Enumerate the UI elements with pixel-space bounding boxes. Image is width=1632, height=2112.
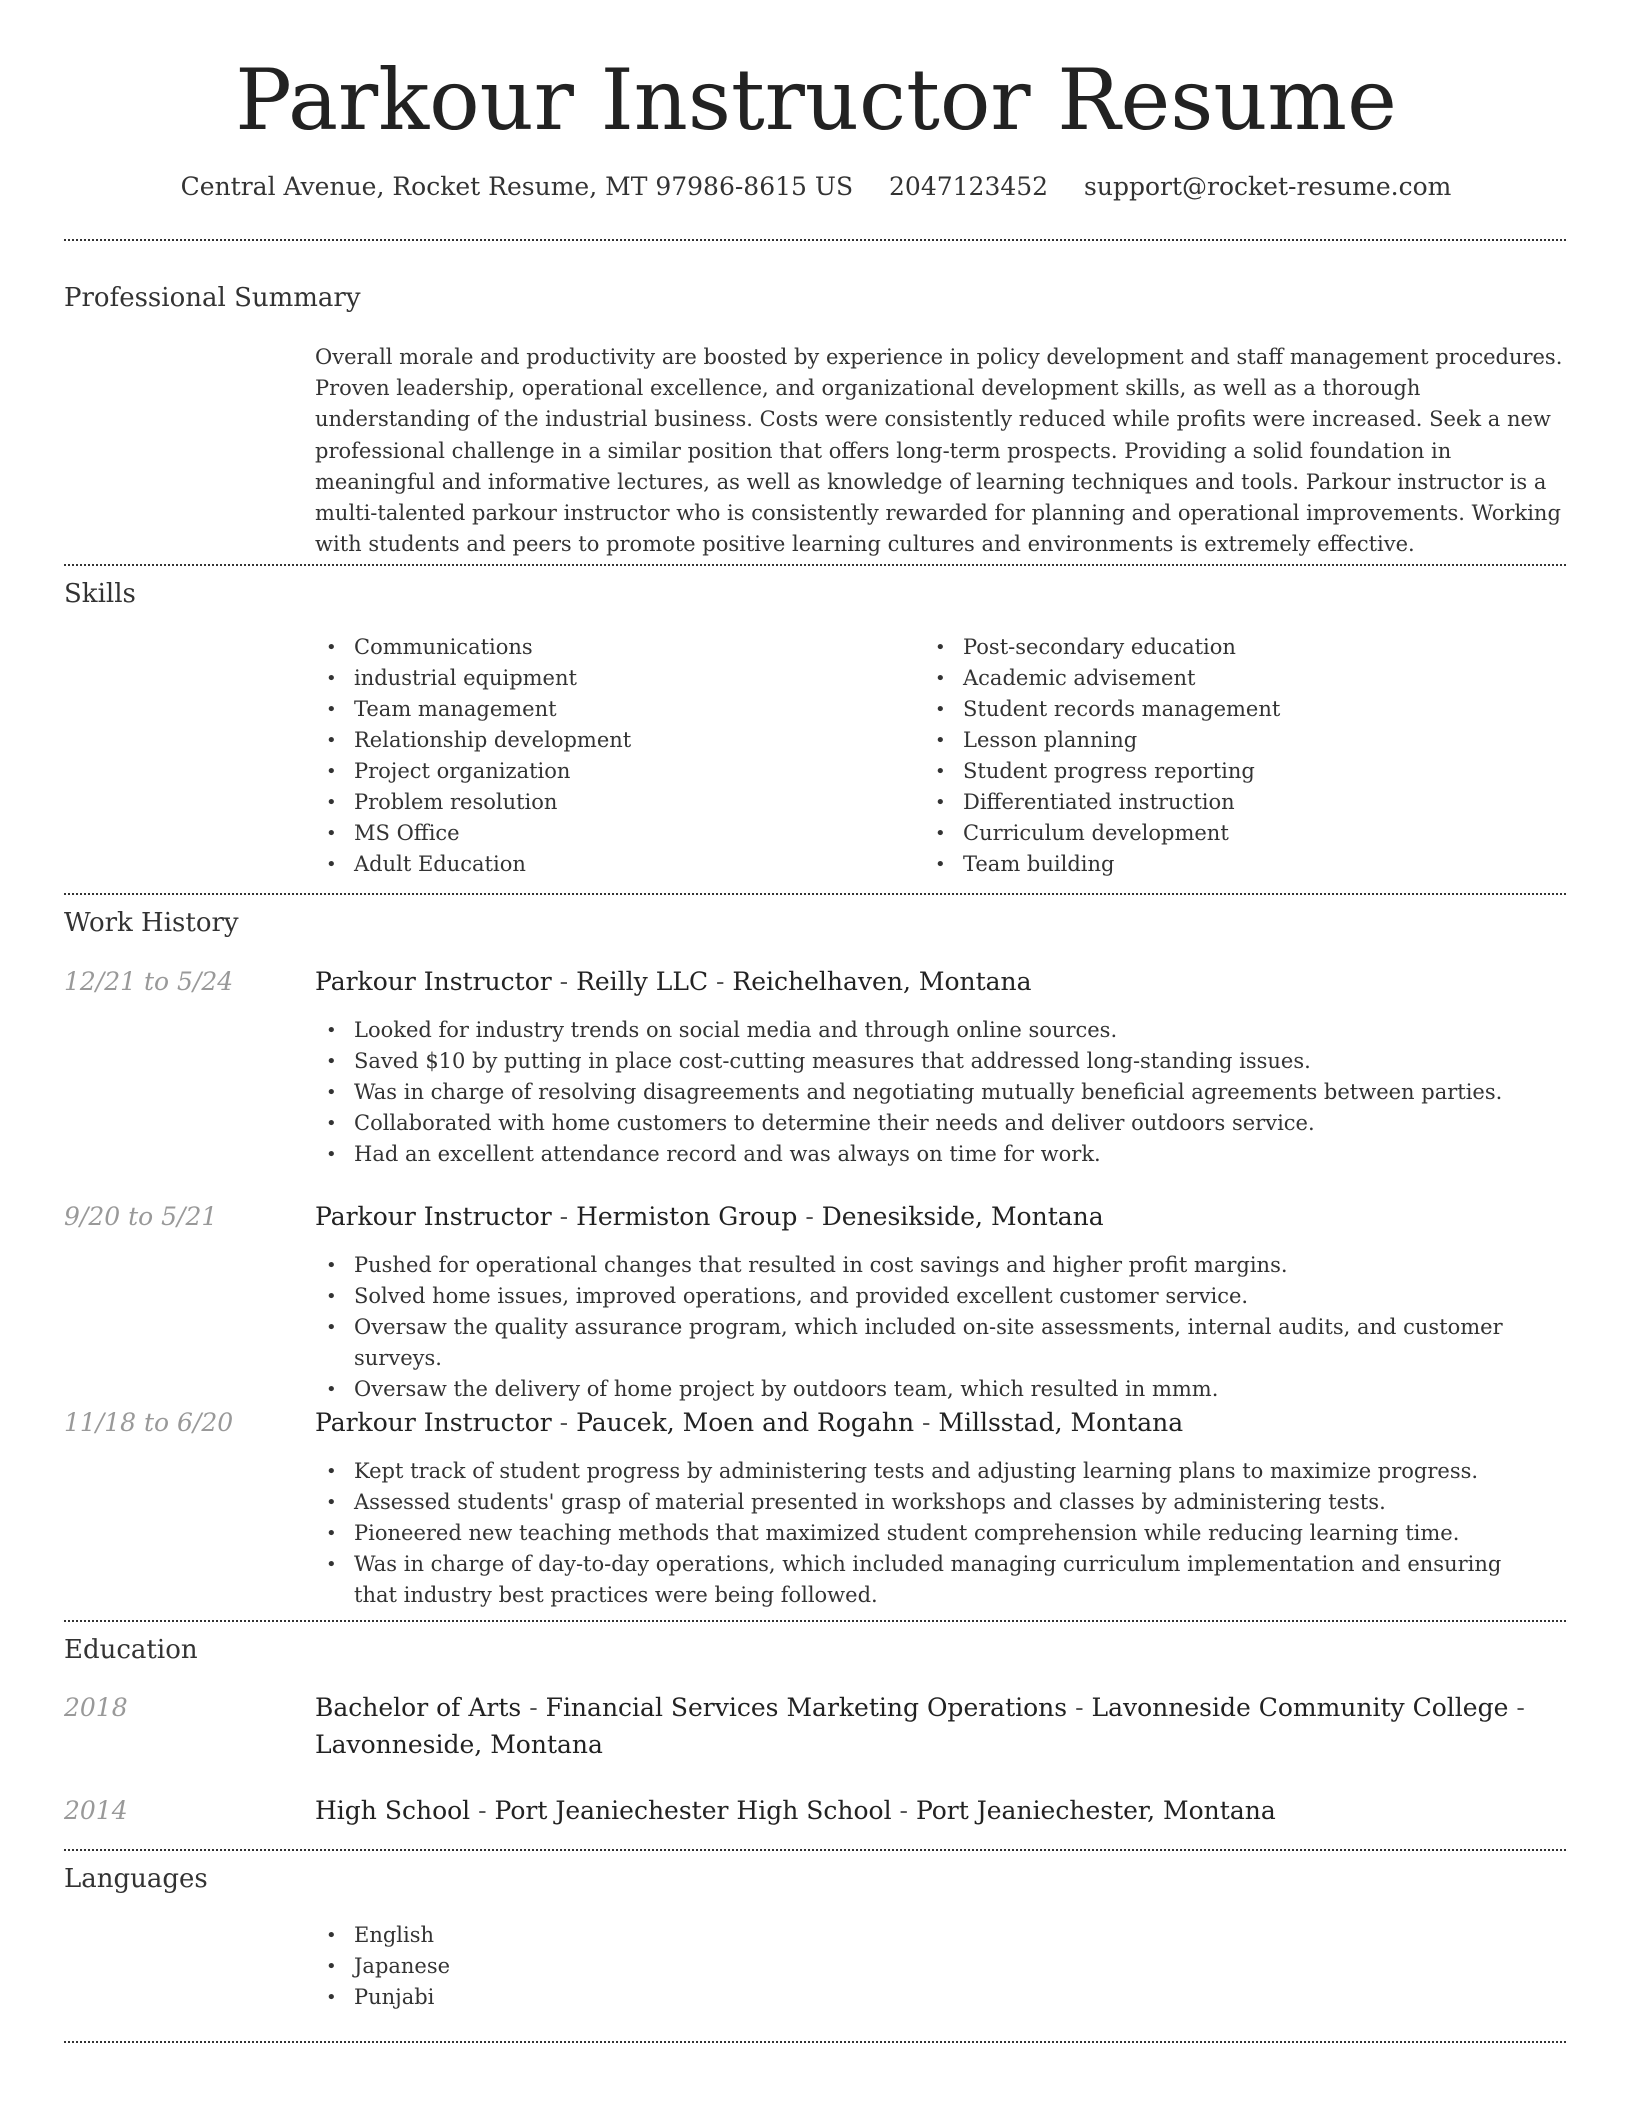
summary-text: Overall morale and productivity are boosted by experience in policy development and staff management procedures. Proven leadership, operational excellence, and organizational development skills, as well as a thorough understanding of the industrial business. Costs were consistently reduced while profits were increased. Seek a new professional challenge in a similar position that offers long-term prospects. Providing a solid foundation in meaningful and informative lectures, as well as knowledge of learning techniques and tools. Parkour instructor is a multi-talented parkour instructor who is consistently rewarded for planning and operational improvements. Working with students and peers to promote positive learning cultures and environments is extremely effective. [315, 345, 1563, 557]
job-dates: 9/20 to 5/21 [64, 1202, 218, 1231]
education-year: 2018 [64, 1693, 128, 1722]
skill-item: • Team building [919, 849, 1519, 880]
skills-list-right [919, 632, 1519, 880]
job-role: Parkour Instructor [315, 1408, 552, 1437]
job-bullet: • Had an excellent attendance record and was always on time for work. [310, 1139, 1566, 1170]
separator: - [521, 1693, 546, 1722]
divider [64, 1620, 1566, 1622]
job-bullet: • Solved home issues, improved operations, and provided excellent customer service. [310, 1281, 1566, 1312]
skill-item: • Project organization [310, 756, 870, 787]
education-title [315, 1689, 1545, 1763]
separator: - [797, 1202, 822, 1231]
section-heading-summary: Professional Summary [64, 283, 361, 313]
separator: - [551, 1202, 577, 1231]
skill-item: • MS Office [310, 818, 870, 849]
skill-item: • industrial equipment [310, 663, 870, 694]
education-school: Port Jeaniechester High School [494, 1796, 892, 1825]
languages-list [310, 1920, 910, 2013]
job-role: Parkour Instructor [315, 967, 552, 996]
section-heading-work-history: Work History [64, 908, 239, 938]
education-location: Lavonneside, Montana [315, 1730, 603, 1759]
language-item: • English [310, 1920, 910, 1951]
education-title [315, 1792, 1565, 1829]
skill-item: • Relationship development [310, 725, 870, 756]
section-heading-languages: Languages [64, 1864, 208, 1894]
job-bullet: • Pioneered new teaching methods that maximized student comprehension while reducing learning time. [310, 1518, 1520, 1549]
skill-item: • Student records management [919, 694, 1519, 725]
separator: - [914, 1408, 939, 1437]
job-bullet: • Oversaw the delivery of home project by outdoors team, which resulted in mmm. [310, 1374, 1566, 1405]
resume-title: Parkour Instructor Resume [235, 51, 1397, 149]
job-bullets [310, 1250, 1566, 1405]
education-field: Financial Services Marketing Operations [545, 1693, 1068, 1722]
job-bullet: • Oversaw the quality assurance program, which included on-site assessments, internal audits, and customer surveys. [310, 1312, 1566, 1374]
skill-item: • Academic advisement [919, 663, 1519, 694]
section-heading-skills: Skills [64, 579, 136, 609]
separator: - [708, 967, 733, 996]
job-bullet: • Looked for industry trends on social media and through online sources. [310, 1015, 1566, 1046]
job-bullet: • Collaborated with home customers to determine their needs and deliver outdoors service. [310, 1108, 1566, 1139]
contact-email: support@rocket-resume.com [1084, 172, 1452, 201]
job-bullet: • Saved $10 by putting in place cost-cutting measures that addressed long-standing issues. [310, 1046, 1566, 1077]
job-role: Parkour Instructor [315, 1202, 552, 1231]
job-location: Denesikside, Montana [821, 1202, 1104, 1231]
education-school: Lavonneside Community College [1091, 1693, 1509, 1722]
education-year: 2014 [64, 1796, 128, 1825]
separator: - [551, 1408, 577, 1437]
job-company: Reilly LLC [576, 967, 709, 996]
language-item: • Punjabi [310, 1982, 910, 2013]
skill-item: • Student progress reporting [919, 756, 1519, 787]
skill-item: • Curriculum development [919, 818, 1519, 849]
job-location: Reichelhaven, Montana [732, 967, 1032, 996]
divider [64, 239, 1566, 241]
skills-list-left [310, 632, 870, 880]
separator: - [891, 1796, 916, 1825]
education-degree: High School [315, 1796, 471, 1825]
education-location: Port Jeaniechester, Montana [915, 1796, 1276, 1825]
section-heading-education: Education [64, 1635, 198, 1665]
divider [64, 2041, 1566, 2043]
skill-item: • Problem resolution [310, 787, 870, 818]
language-item: • Japanese [310, 1951, 910, 1982]
job-bullet: • Assessed students' grasp of material presented in workshops and classes by administering tests. [310, 1487, 1520, 1518]
education-degree: Bachelor of Arts [315, 1693, 522, 1722]
job-bullet: • Was in charge of day-to-day operations, which included managing curriculum implementation and ensuring that industry best practices were being followed. [310, 1549, 1520, 1611]
job-dates: 12/21 to 5/24 [64, 967, 234, 996]
skill-item: • Post-secondary education [919, 632, 1519, 663]
job-location: Millsstad, Montana [938, 1408, 1184, 1437]
divider [64, 564, 1566, 566]
skill-item: • Adult Education [310, 849, 870, 880]
skill-item: • Differentiated instruction [919, 787, 1519, 818]
divider [64, 1849, 1566, 1851]
divider [64, 893, 1566, 895]
job-bullets [310, 1015, 1566, 1170]
job-title [315, 1198, 1565, 1235]
job-title [315, 1404, 1565, 1441]
job-bullets [310, 1456, 1520, 1611]
job-company: Hermiston Group [576, 1202, 798, 1231]
contact-phone: 2047123452 [889, 172, 1049, 201]
separator: - [1067, 1693, 1092, 1722]
skill-item: • Team management [310, 694, 870, 725]
separator: - [470, 1796, 495, 1825]
job-bullet: • Pushed for operational changes that resulted in cost savings and higher profit margins. [310, 1250, 1566, 1281]
job-bullet: • Was in charge of resolving disagreements and negotiating mutually beneficial agreements between parties. [310, 1077, 1566, 1108]
job-company: Paucek, Moen and Rogahn [576, 1408, 915, 1437]
job-title [315, 963, 1565, 1000]
contact-line [0, 170, 1632, 204]
skill-item: • Lesson planning [919, 725, 1519, 756]
job-bullet: • Kept track of student progress by administering tests and adjusting learning plans to maximize progress. [310, 1456, 1520, 1487]
skill-item: • Communications [310, 632, 870, 663]
separator: - [1508, 1693, 1525, 1722]
contact-address: Central Avenue, Rocket Resume, MT 97986-8615 US [180, 172, 854, 201]
job-dates: 11/18 to 6/20 [64, 1408, 234, 1437]
separator: - [551, 967, 577, 996]
